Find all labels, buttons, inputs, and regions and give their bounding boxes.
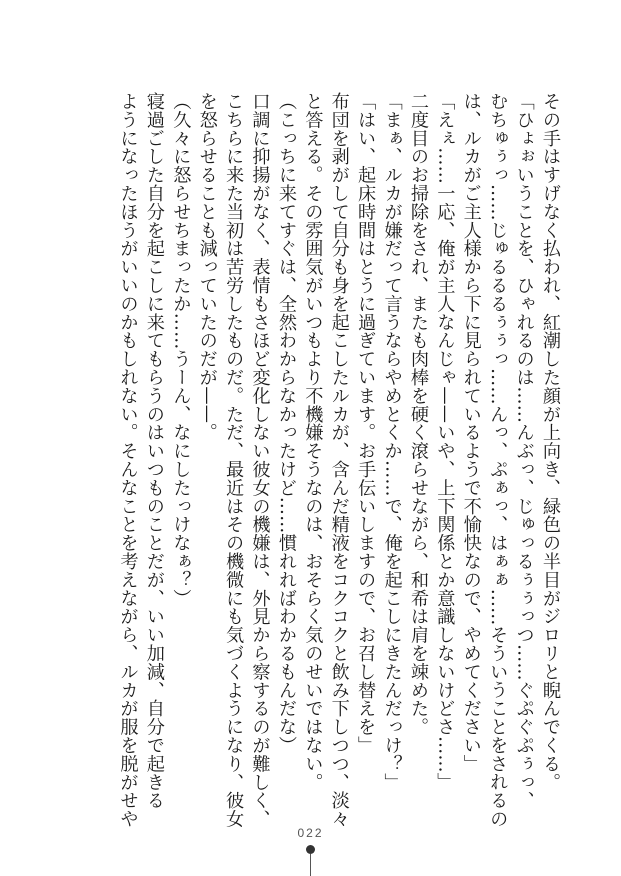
page-number: 022 bbox=[297, 826, 324, 840]
ornament-line bbox=[310, 854, 311, 876]
ornament-dot bbox=[306, 845, 315, 854]
text-line: 「えぇ……一応、俺が主人なんじゃ——いや、上下関係とか意識しないけどさ……」 bbox=[434, 92, 456, 792]
body-text bbox=[114, 92, 563, 828]
page-footer bbox=[0, 822, 621, 841]
text-line: むちゅぅっ……じゅるるるぅぅっ……んっ、ぷぁっ、はぁぁ……そういうことをされるの bbox=[487, 92, 509, 828]
text-line: その手はすげなく払われ、紅潮した顔が上向き、緑色の半目がジロリと睨んでくる。 bbox=[540, 92, 561, 792]
text-line: （久々に怒らせちまったか……うーん、なにしたっけなぁ？） bbox=[170, 92, 192, 608]
text-line: （こっちに来てすぐは、全然わからなかったけど……慣れればわかるもんだな） bbox=[275, 92, 297, 755]
text-line: ようになったほうがいいのかもしれない。そんなことを考えながら、ルカが服を脱がせや bbox=[117, 92, 139, 828]
text-line: 寝過ごした自分を起こしに来てもらうのはいつものことだが、いい加減、自分で起きる bbox=[143, 92, 165, 810]
text-line: 布団を剥がして自分も身を起こしたルカが、含んだ精液をコクコクと飲み下しつつ、淡々 bbox=[328, 92, 350, 828]
bookmark-ornament-icon bbox=[306, 845, 316, 875]
text-line: こちらに来た当初は苦労したものだ。ただ、最近はその機微にも気づくようになり、彼女 bbox=[223, 92, 245, 828]
text-line: と答える。その雰囲気がいつもより不機嫌そうなのは、おそらく気のせいではない。 bbox=[302, 92, 324, 792]
text-line: 「ひょぉいうことを、ひゃれるのは……んぶっ、じゅっるぅぅっつ……ぐぷぐぷぅっ、 bbox=[513, 92, 535, 810]
text-line: 二度目のお掃除をされ、またも肉棒を硬く滾らせながら、和希は肩を竦めた。 bbox=[407, 92, 429, 736]
text-line: を怒らせることも減っていたのだが——。 bbox=[196, 92, 218, 442]
text-line: は、ルカがご主人様から下に見られているようで不愉快なので、やめてください」 bbox=[460, 92, 482, 773]
text-line: 口調に抑揚がなく、表情もさほど変化しない彼女の機嫌は、外見から察するのが難しく、 bbox=[249, 92, 271, 828]
text-line: 「はい、起床時間はとうに過ぎています。お手伝いしますので、お召し替えを」 bbox=[355, 92, 377, 755]
text-line: 「まぁ、ルカが嫌だって言うならやめとくか……で、俺を起こしにきたんだっけ？」 bbox=[381, 92, 403, 792]
